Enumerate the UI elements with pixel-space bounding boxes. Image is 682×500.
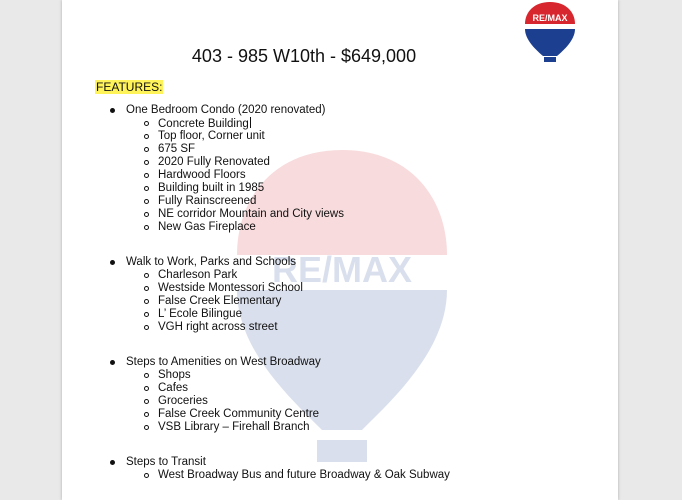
circle-bullet-icon (144, 147, 149, 152)
section-condo (62, 104, 618, 234)
circle-bullet-icon (144, 186, 149, 191)
sub-item (62, 195, 618, 208)
text-cursor (250, 117, 251, 128)
circle-bullet-icon (144, 473, 149, 478)
sub-item (62, 156, 618, 169)
bullet-item (62, 356, 618, 369)
circle-bullet-icon (144, 173, 149, 178)
section-heading: Steps to Transit (126, 456, 206, 468)
sub-item (62, 130, 618, 143)
sub-item (62, 469, 618, 482)
bullet-item (62, 104, 618, 117)
circle-bullet-icon (144, 121, 149, 126)
sub-item-text: VGH right across street (158, 321, 278, 333)
sub-item (62, 421, 618, 434)
sub-item-text: New Gas Fireplace (158, 221, 256, 233)
sub-item-text: Westside Montessori School (158, 282, 303, 294)
sub-item-text: Building built in 1985 (158, 182, 265, 194)
sub-item-text: Hardwood Floors (158, 169, 246, 181)
sub-item (62, 382, 618, 395)
sub-item-text: 2020 Fully Renovated (158, 156, 270, 168)
bullet-icon (110, 360, 115, 365)
sub-item-text: False Creek Elementary (158, 295, 282, 307)
bullet-item (62, 456, 618, 469)
features-label: FEATURES: (96, 80, 163, 94)
sub-item (62, 221, 618, 234)
circle-bullet-icon (144, 134, 149, 139)
circle-bullet-icon (144, 312, 149, 317)
section-heading: Steps to Amenities on West Broadway (126, 356, 321, 368)
watermark-text: RE/MAX (271, 249, 413, 290)
sub-item-text: False Creek Community Centre (158, 408, 320, 420)
section-heading: One Bedroom Condo (2020 renovated) (126, 104, 326, 116)
circle-bullet-icon (144, 399, 149, 404)
sub-item-text: Charleson Park (158, 269, 238, 281)
feature-list (62, 104, 618, 500)
circle-bullet-icon (144, 225, 149, 230)
sub-item-text: Cafes (158, 382, 189, 394)
bullet-item (62, 256, 618, 269)
circle-bullet-icon (144, 286, 149, 291)
sub-item-text: Shops (158, 369, 191, 381)
sub-item (62, 182, 618, 195)
sub-item (62, 282, 618, 295)
sub-item-text: NE corridor Mountain and City views (158, 208, 344, 220)
sub-item-text: Fully Rainscreened (158, 195, 257, 207)
section-transit (62, 456, 618, 482)
circle-bullet-icon (144, 325, 149, 330)
bullet-icon (110, 108, 115, 113)
sub-item (62, 395, 618, 408)
logo-text: RE/MAX (532, 13, 568, 23)
sub-item-text: L’ Ecole Bilingue (158, 308, 242, 320)
circle-bullet-icon (144, 299, 149, 304)
sub-item (62, 295, 618, 308)
sub-item (62, 308, 618, 321)
circle-bullet-icon (144, 425, 149, 430)
section-heading: Walk to Work, Parks and Schools (126, 256, 297, 268)
circle-bullet-icon (144, 373, 149, 378)
section-walk (62, 256, 618, 334)
sub-item (62, 321, 618, 334)
bullet-icon (110, 260, 115, 265)
sub-item-text: Groceries (158, 395, 208, 407)
sub-item (62, 143, 618, 156)
circle-bullet-icon (144, 412, 149, 417)
sub-item-text: VSB Library – Firehall Branch (158, 421, 310, 433)
circle-bullet-icon (144, 386, 149, 391)
circle-bullet-icon (144, 273, 149, 278)
circle-bullet-icon (144, 212, 149, 217)
sub-item (62, 269, 618, 282)
sub-item (62, 208, 618, 221)
sub-item (62, 169, 618, 182)
sub-item (62, 408, 618, 421)
sub-item-text: West Broadway Bus and future Broadway & Oak Subway (158, 469, 450, 481)
sub-item-text: 675 SF (158, 143, 196, 155)
document-page[interactable] (62, 0, 618, 500)
document-title: 403 - 985 W10th - $649,000 (191, 46, 417, 66)
sub-item-text: Top floor, Corner unit (158, 130, 265, 142)
circle-bullet-icon (144, 199, 149, 204)
sub-item (62, 369, 618, 382)
bullet-icon (110, 460, 115, 465)
section-amenities (62, 356, 618, 434)
circle-bullet-icon (144, 160, 149, 165)
sub-item-text: Concrete Building (158, 118, 249, 130)
sub-item (62, 117, 618, 130)
